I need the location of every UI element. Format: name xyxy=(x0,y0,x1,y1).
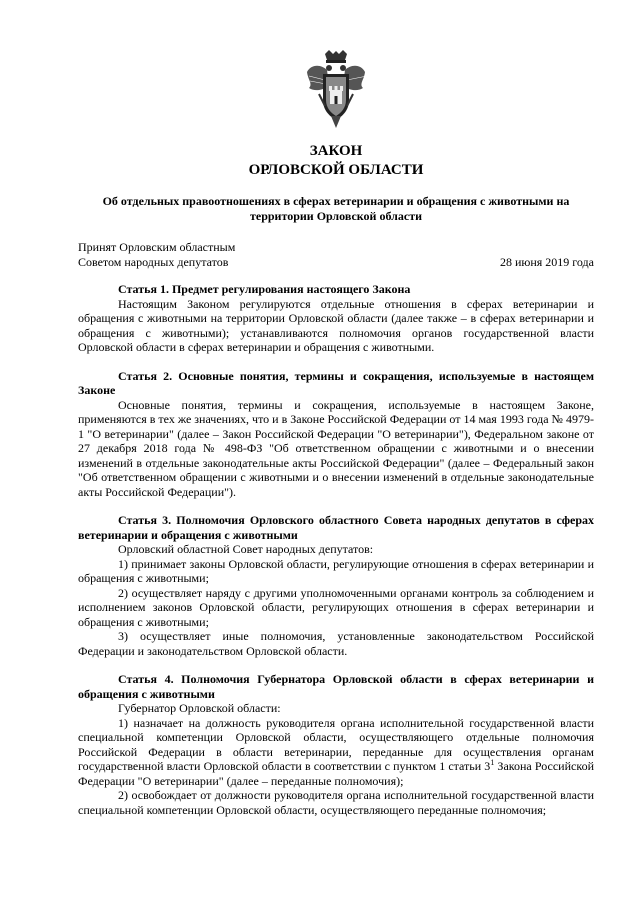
adoption-date: 28 июня 2019 года xyxy=(499,255,594,269)
article-paragraph: 3) осуществляет иные полномочия, установленные законодательством Российской Федерации и законодательством Орловской области. xyxy=(78,629,594,658)
article-heading: Статья 1. Предмет регулирования настоящего Закона xyxy=(118,282,411,296)
law-title-line1: ЗАКОН xyxy=(309,143,363,159)
adoption-block xyxy=(78,240,594,270)
article-1 xyxy=(78,282,594,355)
article-paragraph-text: 1) назначает на должность руководителя органа исполнительной государственной власти специальной компетенции Орловской области, осуществляющего отдельные полномочия Российской Федерации в области ветеринарии, переданные для осуществления органам государственной власти Орловской области в соответствии с пунктом 1 статьи 3 xyxy=(78,715,594,773)
article-heading: Статья 4. Полномочия Губернатора Орловской области в сферах ветеринарии и обращения с животными xyxy=(78,672,594,701)
adopted-line2: Советом народных депутатов xyxy=(78,255,229,269)
footnote-superscript: 1 xyxy=(490,758,495,767)
article-paragraph: Губернатор Орловской области: xyxy=(118,701,281,715)
article-paragraph: Орловский областной Совет народных депутатов: xyxy=(118,542,374,556)
document-page xyxy=(78,50,594,817)
law-subtitle: Об отдельных правоотношениях в сферах ветеринарии и обращения с животными на территории Орловской области xyxy=(102,194,570,223)
article-2 xyxy=(78,369,594,500)
law-title xyxy=(78,142,594,180)
article-paragraph: 2) освобождает от должности руководителя органа исполнительной государственной власти специальной компетенции Орловской области, осуществляющего переданные полномочия; xyxy=(78,788,594,817)
law-title-line2: ОРЛОВСКОЙ ОБЛАСТИ xyxy=(248,162,424,178)
article-paragraph xyxy=(78,716,594,789)
article-paragraph: Основные понятия, термины и сокращения, используемые в настоящем Законе, применяются в тех же значениях, что и в Законе Российской Федерации от 14 мая 1993 года № 4979-1 "О ветеринарии" (далее – Закон Российской Федерации "О ветеринарии"), Федеральном законе от 27 декабря 2018 года № 498-ФЗ "Об ответственном обращении с животными и о внесении изменений в отдельные законодательные акты Российской Федерации" (далее – Федеральный закон "Об ответственном обращении с животными и о внесении изменений в отдельные законодательные акты Российской Федерации"). xyxy=(78,397,594,499)
article-heading: Статья 3. Полномочия Орловского областного Совета народных депутатов в сферах ветеринарии и обращения с животными xyxy=(78,513,594,542)
article-heading: Статья 2. Основные понятия, термины и сокращения, используемые в настоящем Законе xyxy=(78,368,594,397)
coat-of-arms-icon xyxy=(305,50,367,130)
adopted-line1: Принят Орловским областным xyxy=(78,240,236,254)
article-paragraph: 2) осуществляет наряду с другими уполномоченными органами контроль за соблюдением и исполнением законов Орловской области, регулирующих отношения в сферах ветеринарии и обращения с животными; xyxy=(78,585,594,629)
article-3 xyxy=(78,513,594,658)
article-paragraph: Настоящим Законом регулируются отдельные отношения в сферах ветеринарии и обращения с животными на территории Орловской области (далее также – в сферах ветеринарии и обращения с животными); устанавливаются полномочия органов государственной власти Орловской области в сферах ветеринарии и обращения с животными. xyxy=(78,296,594,354)
article-4 xyxy=(78,672,594,817)
article-paragraph-tail: Закона Российской Федерации "О ветеринарии" (далее – переданные полномочия); xyxy=(78,759,594,788)
article-paragraph: 1) принимает законы Орловской области, регулирующие отношения в сферах ветеринарии и обращения с животными; xyxy=(78,556,594,585)
